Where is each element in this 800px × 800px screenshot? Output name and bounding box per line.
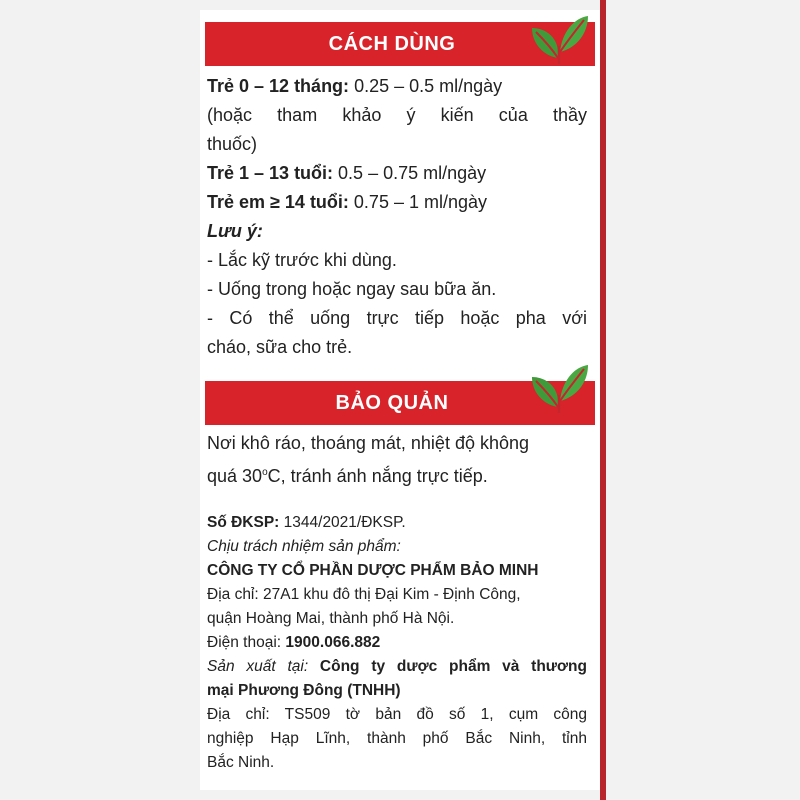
storage-title: BẢO QUẢN: [335, 391, 449, 414]
leaf-icon: [522, 6, 592, 66]
dosage-note-line1: (hoặc tham khảo ý kiến của thầy: [207, 105, 587, 125]
mfg-address-line2: nghiệp Hạp Lĩnh, thành phố Bắc Ninh, tỉnh: [207, 730, 587, 747]
company-address-line1: Địa chỉ: 27A1 khu đô thị Đại Kim - Định Công,: [207, 586, 521, 603]
usage-content: [207, 72, 587, 362]
product-info: [207, 511, 587, 775]
company-address-line2: quận Hoàng Mai, thành phố Hà Nội.: [207, 610, 455, 627]
storage-content: [207, 428, 587, 491]
manufacturer-line1: Sản xuất tại: Công ty dược phẩm và thương: [207, 658, 587, 675]
storage-line2: quá 30$^o$C, tránh ánh nắng trực tiếp.: [207, 466, 488, 486]
manufacturer-line2: mại Phương Đông (TNHH): [207, 682, 401, 699]
phone: Điện thoại: 1900.066.882: [207, 634, 381, 651]
note-item: - Có thể uống trực tiếp hoặc pha với: [207, 308, 587, 328]
storage-line1: Nơi khô ráo, thoáng mát, nhiệt độ không: [207, 433, 530, 453]
red-side-strip: [600, 0, 606, 800]
mfg-address-line3: Bắc Ninh.: [207, 754, 275, 771]
note-item: - Uống trong hoặc ngay sau bữa ăn.: [207, 279, 497, 299]
company-name: CÔNG TY CỔ PHẦN DƯỢC PHẨM BẢO MINH: [207, 562, 539, 579]
dosage-age-14y: Trẻ em ≥ 14 tuổi: 0.75 – 1 ml/ngày: [207, 192, 488, 212]
license-number: Số ĐKSP: 1344/2021/ĐKSP.: [207, 514, 406, 531]
responsible-label: Chịu trách nhiệm sản phẩm:: [207, 538, 401, 555]
note-item: cháo, sữa cho trẻ.: [207, 337, 353, 357]
leaf-icon: [522, 355, 592, 415]
dosage-age-1-13y: Trẻ 1 – 13 tuổi: 0.5 – 0.75 ml/ngày: [207, 163, 487, 183]
mfg-address-line1: Địa chỉ: TS509 tờ bản đồ số 1, cụm công: [207, 706, 587, 723]
dosage-note-line2: thuốc): [207, 134, 258, 154]
usage-title: CÁCH DÙNG: [328, 32, 456, 55]
dosage-age-0-12m: Trẻ 0 – 12 tháng: 0.25 – 0.5 ml/ngày: [207, 76, 503, 96]
note-item: - Lắc kỹ trước khi dùng.: [207, 250, 397, 270]
note-label: Lưu ý:: [207, 221, 263, 241]
